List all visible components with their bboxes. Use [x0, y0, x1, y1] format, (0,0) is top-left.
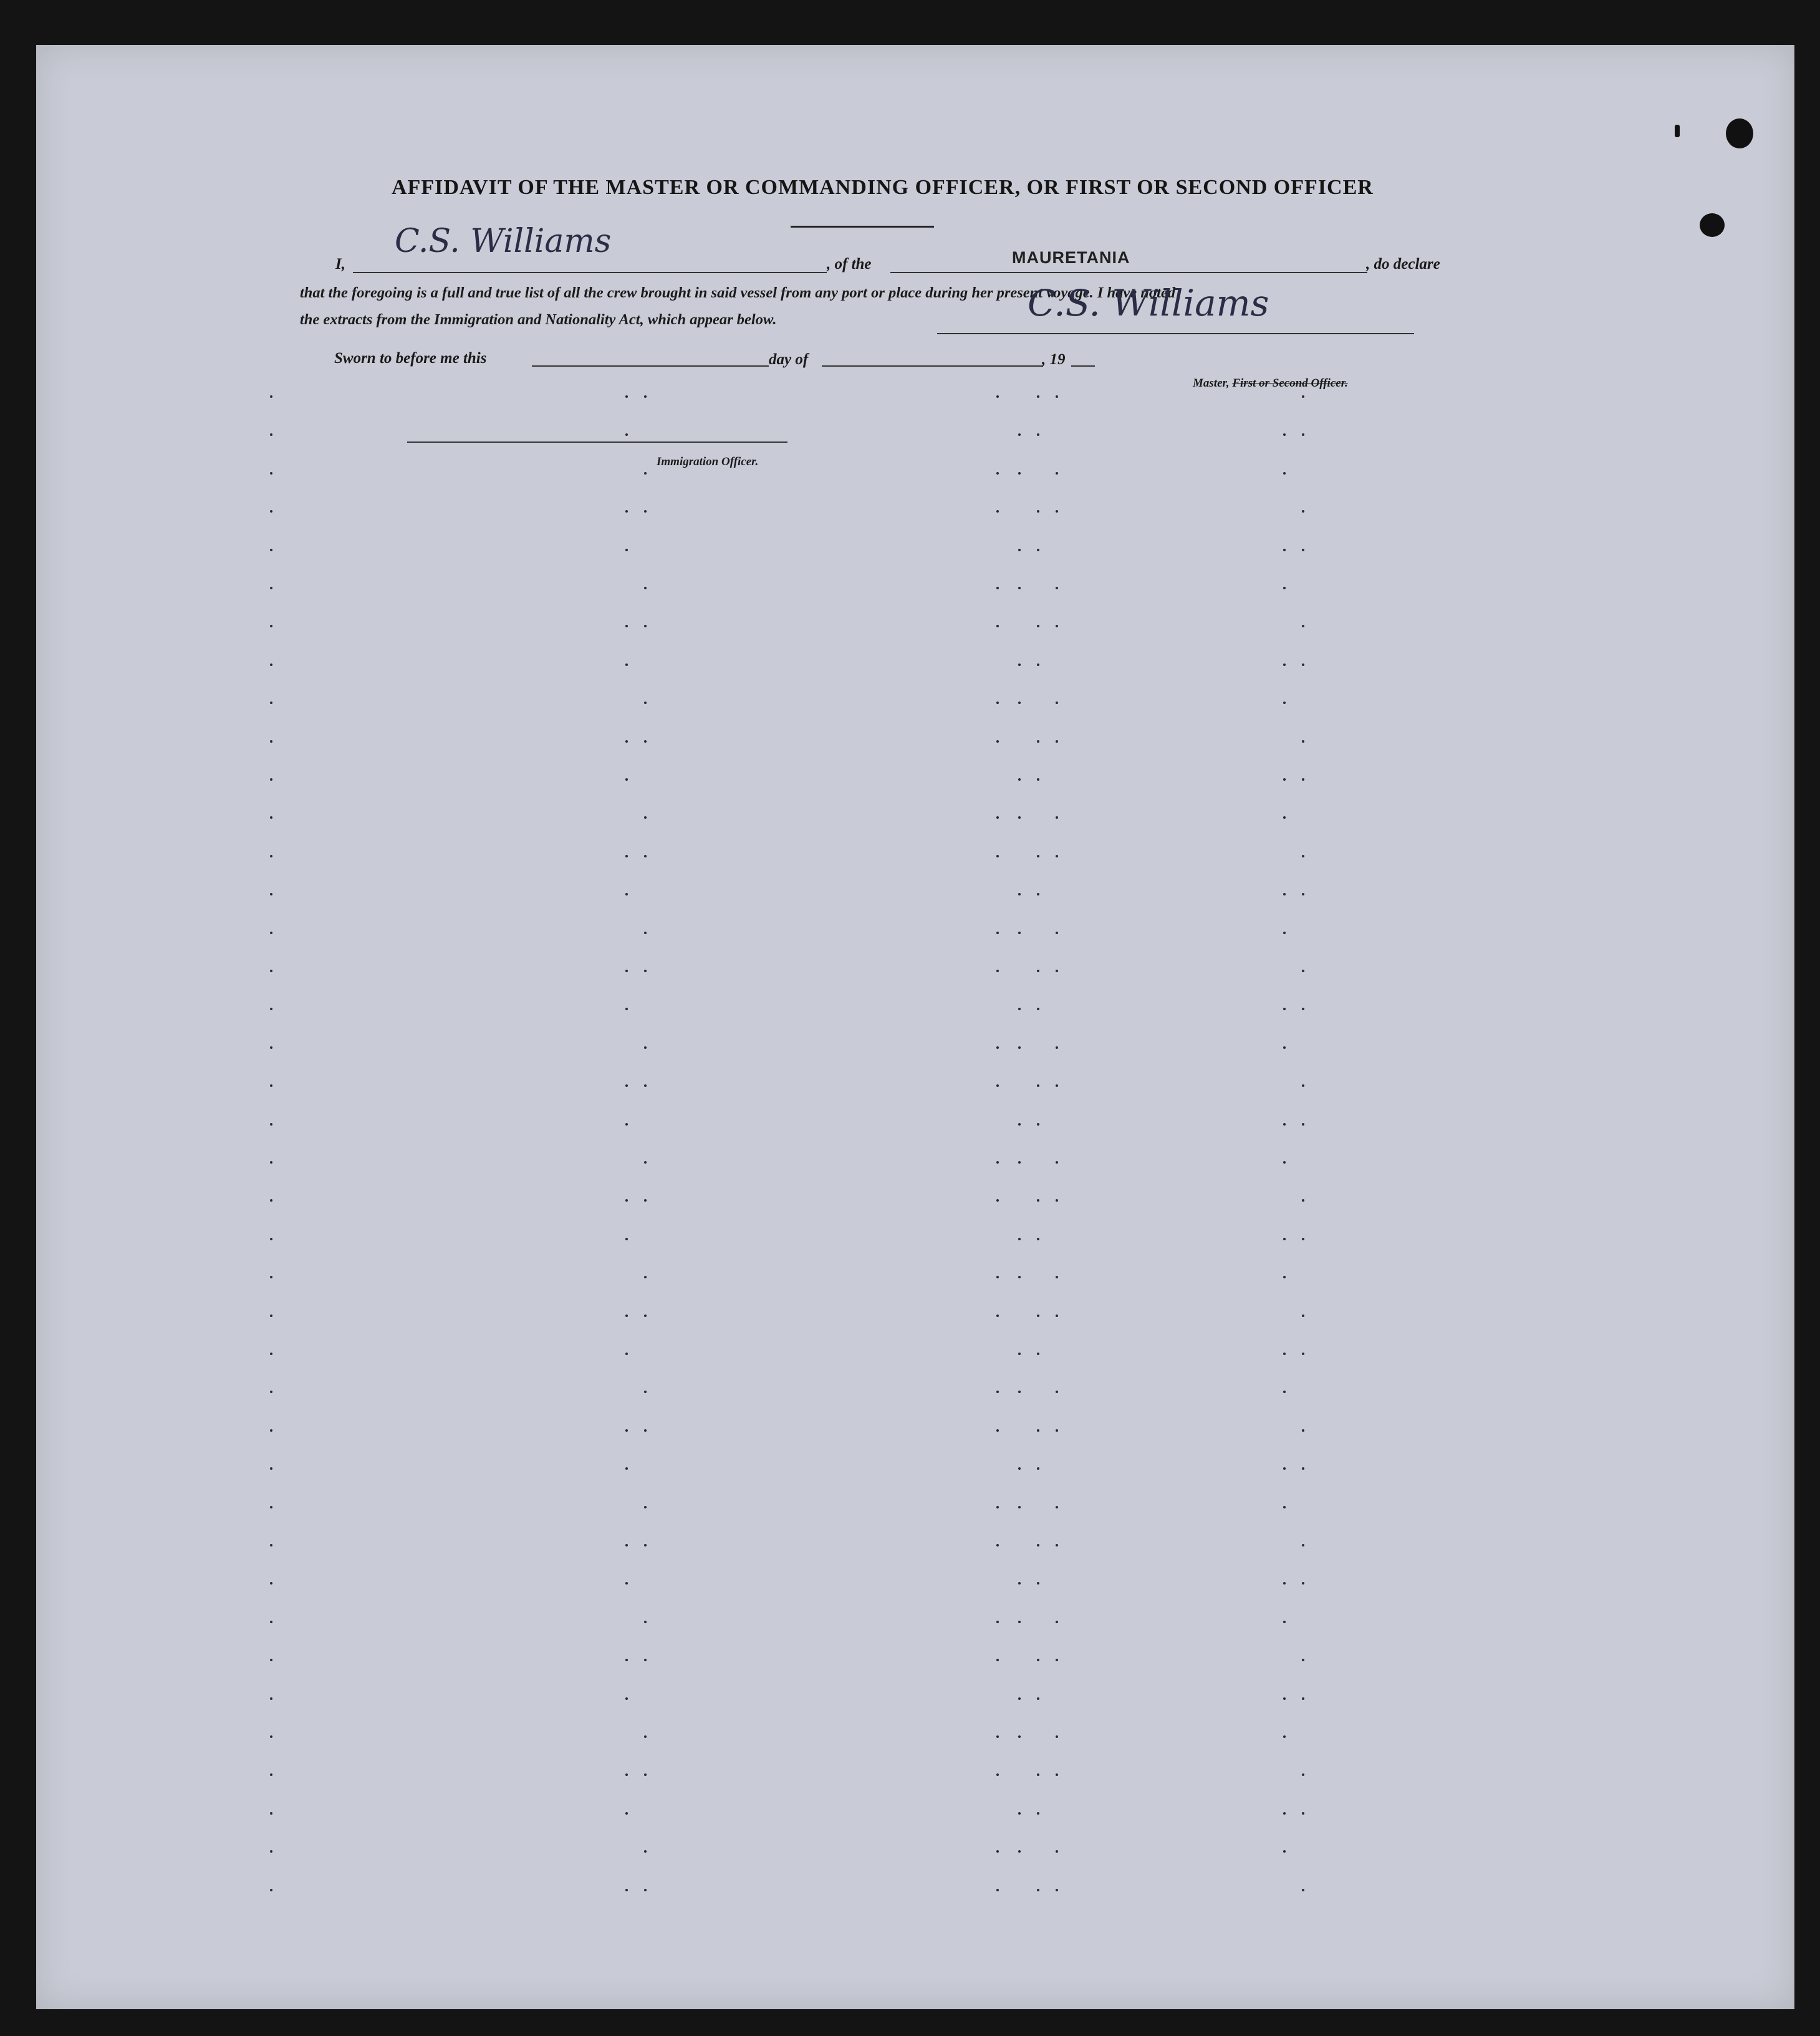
- dot-leader: [1302, 1889, 1304, 1891]
- dot-leader: [1037, 1467, 1039, 1470]
- dot-leader: [996, 1773, 999, 1776]
- master-signature: C.S. Williams: [1028, 282, 1269, 324]
- dot-leader: [625, 549, 628, 551]
- dot-leader: [1037, 433, 1039, 436]
- dot-leader: [644, 816, 647, 819]
- dot-leader: [1283, 472, 1286, 475]
- do-declare-label: , do declare: [1366, 256, 1440, 273]
- dot-leader: [1283, 587, 1286, 589]
- dot-leader: [1283, 1812, 1286, 1815]
- dot-leader: [1302, 1238, 1304, 1240]
- dot-leader: [1283, 1582, 1286, 1585]
- sworn-month-line: [822, 365, 1043, 367]
- dot-leader: [270, 1046, 272, 1049]
- dot-leader: [1056, 702, 1058, 704]
- dot-leader: [270, 1123, 272, 1126]
- dot-leader: [1037, 1544, 1039, 1546]
- dot-leader: [625, 395, 628, 398]
- dot-leader: [644, 1850, 647, 1853]
- dot-leader: [644, 970, 647, 972]
- dot-leader: [1056, 625, 1058, 627]
- punch-hole-middle: [1700, 213, 1725, 237]
- dot-leader: [625, 625, 628, 627]
- dot-leader: [644, 932, 647, 934]
- affidavit-title: AFFIDAVIT OF THE MASTER OR COMMANDING OFFICER, OR FIRST OR SECOND OFFICER: [392, 176, 1374, 199]
- dot-leader: [1018, 1046, 1021, 1049]
- dot-leader: [1056, 1506, 1058, 1508]
- dot-leader: [1018, 472, 1021, 475]
- dot-leader: [1056, 587, 1058, 589]
- dot-leader: [1037, 778, 1039, 781]
- dot-leader: [1018, 1161, 1021, 1164]
- dot-leader: [1302, 625, 1304, 627]
- dot-leader: [625, 1812, 628, 1815]
- dot-leader: [1018, 1850, 1021, 1853]
- dot-leader: [1302, 740, 1304, 743]
- dot-leader: [1302, 893, 1304, 895]
- dot-leader: [1302, 1084, 1304, 1087]
- dot-leader: [1018, 1353, 1021, 1355]
- dot-leader: [1283, 1621, 1286, 1623]
- dot-leader: [996, 1850, 999, 1853]
- dot-leader: [1018, 1735, 1021, 1738]
- dot-leader: [1018, 663, 1021, 666]
- dot-leader: [1283, 778, 1286, 781]
- dot-leader: [644, 1889, 647, 1891]
- dot-leader: [1283, 1046, 1286, 1049]
- dot-leader: [1056, 932, 1058, 934]
- dot-leader: [270, 1008, 272, 1010]
- dot-leader: [996, 510, 999, 513]
- dot-leader: [625, 1084, 628, 1087]
- day-of-label: day of: [769, 351, 809, 368]
- dot-leader: [644, 1735, 647, 1738]
- dot-leader: [1302, 433, 1304, 436]
- dot-leader: [1283, 663, 1286, 666]
- dot-leader: [270, 1621, 272, 1623]
- dot-leader: [996, 1276, 999, 1278]
- dot-leader: [1037, 549, 1039, 551]
- dot-leader: [1302, 663, 1304, 666]
- dot-leader: [1302, 1773, 1304, 1776]
- dot-leader: [1037, 1353, 1039, 1355]
- dot-leader: [270, 1199, 272, 1202]
- dot-leader: [270, 740, 272, 743]
- dot-leader: [1302, 1812, 1304, 1815]
- dot-leader: [644, 1544, 647, 1546]
- paper-mark: [1675, 125, 1680, 137]
- dot-leader: [625, 510, 628, 513]
- dot-leader: [996, 1084, 999, 1087]
- dot-leader: [1037, 855, 1039, 857]
- dot-leader: [644, 472, 647, 475]
- dot-leader: [1056, 1084, 1058, 1087]
- dot-leader: [644, 510, 647, 513]
- dot-leader: [625, 1008, 628, 1010]
- dot-leader: [996, 1161, 999, 1164]
- dot-leader: [996, 1735, 999, 1738]
- dot-leader: [270, 1084, 272, 1087]
- dot-leader: [1283, 433, 1286, 436]
- dot-leader: [1056, 1161, 1058, 1164]
- dot-leader: [996, 472, 999, 475]
- dot-leader: [270, 549, 272, 551]
- dot-leader: [996, 1199, 999, 1202]
- dot-leader: [1056, 816, 1058, 819]
- dot-leader: [1283, 893, 1286, 895]
- dot-leader: [1037, 1582, 1039, 1585]
- dot-leader: [625, 893, 628, 895]
- dot-leader: [1283, 549, 1286, 551]
- dot-leader: [1037, 1812, 1039, 1815]
- dot-leader: [1283, 1391, 1286, 1393]
- sworn-day-line: [532, 365, 769, 367]
- dot-leader: [625, 1467, 628, 1470]
- dot-leader: [644, 1391, 647, 1393]
- dot-leader: [1302, 1353, 1304, 1355]
- dot-leader: [1283, 1353, 1286, 1355]
- dot-leader: [1018, 932, 1021, 934]
- dot-leader: [644, 740, 647, 743]
- dot-leader: [1302, 549, 1304, 551]
- dot-leader: [644, 1659, 647, 1661]
- dot-leader: [625, 1199, 628, 1202]
- dot-leader: [996, 932, 999, 934]
- dot-leader: [270, 1697, 272, 1700]
- dot-leader: [270, 1889, 272, 1891]
- dot-leader: [1056, 1544, 1058, 1546]
- dot-leader: [1018, 1697, 1021, 1700]
- dot-leader: [1037, 1238, 1039, 1240]
- dot-leader: [644, 1315, 647, 1317]
- punch-hole-top: [1726, 118, 1753, 148]
- sworn-year-line: [1071, 365, 1095, 367]
- dot-leader: [270, 702, 272, 704]
- dot-leader: [644, 1276, 647, 1278]
- dot-leader: [270, 1812, 272, 1815]
- dot-leader: [996, 970, 999, 972]
- dot-leader: [1302, 1429, 1304, 1432]
- dot-leader: [1018, 1391, 1021, 1393]
- dot-leader: [270, 395, 272, 398]
- dot-leader: [270, 1429, 272, 1432]
- dot-leader: [1302, 1659, 1304, 1661]
- dot-leader: [1302, 395, 1304, 398]
- dot-leader: [1056, 1276, 1058, 1278]
- dot-leader: [1018, 893, 1021, 895]
- dot-leader: [1302, 1697, 1304, 1700]
- dot-leader: [625, 1582, 628, 1585]
- master-caption-master: Master,: [1193, 377, 1230, 390]
- dot-leader: [625, 855, 628, 857]
- declarant-prefix: I,: [335, 256, 345, 273]
- dot-leader: [1018, 587, 1021, 589]
- year-prefix-label: , 19: [1042, 351, 1066, 368]
- dot-leader: [1302, 970, 1304, 972]
- dot-leader: [1056, 855, 1058, 857]
- dot-leader: [1037, 740, 1039, 743]
- dot-leader: [1018, 1582, 1021, 1585]
- dot-leader: [625, 970, 628, 972]
- dot-leader: [625, 1315, 628, 1317]
- dot-leader: [644, 1621, 647, 1623]
- dot-leader: [270, 1276, 272, 1278]
- dot-leader: [1018, 1008, 1021, 1010]
- dot-leader: [270, 1315, 272, 1317]
- dot-leader: [1056, 472, 1058, 475]
- dot-leader: [996, 702, 999, 704]
- dot-leader: [1037, 1123, 1039, 1126]
- dot-leader: [644, 1506, 647, 1508]
- dot-leader: [644, 625, 647, 627]
- dot-leader: [1018, 816, 1021, 819]
- dot-leader: [644, 587, 647, 589]
- dot-leader: [625, 1429, 628, 1432]
- dot-leader: [1037, 1659, 1039, 1661]
- dot-leader: [625, 1123, 628, 1126]
- dot-leader: [625, 1889, 628, 1891]
- dot-leader: [1018, 1812, 1021, 1815]
- dot-leader: [1302, 1467, 1304, 1470]
- document-sheet: [36, 45, 1794, 2009]
- dot-leader: [1037, 1315, 1039, 1317]
- dot-leader: [270, 1735, 272, 1738]
- dot-leader: [270, 1161, 272, 1164]
- dot-leader: [996, 1315, 999, 1317]
- dot-leader: [625, 1353, 628, 1355]
- dot-leader: [996, 587, 999, 589]
- dot-leader: [1056, 1735, 1058, 1738]
- dot-leader: [270, 1353, 272, 1355]
- dot-leader: [1056, 1046, 1058, 1049]
- dot-leader: [270, 1238, 272, 1240]
- dot-leader: [1056, 1773, 1058, 1776]
- dot-leader: [1056, 395, 1058, 398]
- dot-leader: [996, 1391, 999, 1393]
- dot-leader: [1056, 1199, 1058, 1202]
- dot-leader: [1037, 1084, 1039, 1087]
- dot-leader: [996, 625, 999, 627]
- dot-leader: [1056, 1429, 1058, 1432]
- dot-leader: [625, 1697, 628, 1700]
- dot-leader: [625, 663, 628, 666]
- dot-leader: [1302, 1544, 1304, 1546]
- dot-leader: [270, 1659, 272, 1661]
- dot-leader: [1037, 1773, 1039, 1776]
- declaration-text-line-3: the extracts from the Immigration and Nationality Act, which appear below.: [300, 311, 777, 328]
- dot-leader: [1037, 1429, 1039, 1432]
- dot-leader: [270, 510, 272, 513]
- immigration-officer-line: [407, 441, 787, 443]
- dot-leader: [270, 1582, 272, 1585]
- dot-leader: [1018, 1123, 1021, 1126]
- master-caption-struck: First or Second Officer.: [1232, 377, 1348, 390]
- dot-leader: [644, 1429, 647, 1432]
- dot-leader: [1302, 1315, 1304, 1317]
- dot-leader: [996, 395, 999, 398]
- dot-leader: [270, 816, 272, 819]
- dot-leader: [1018, 1238, 1021, 1240]
- dot-leader: [1037, 625, 1039, 627]
- sworn-prefix: Sworn to before me this: [334, 350, 487, 367]
- dot-leader: [1302, 1008, 1304, 1010]
- dot-leader: [270, 1850, 272, 1853]
- dot-leader: [1056, 1391, 1058, 1393]
- dot-leader: [644, 1084, 647, 1087]
- dot-leader: [1056, 510, 1058, 513]
- dot-leader: [270, 433, 272, 436]
- dot-leader: [1302, 1199, 1304, 1202]
- dot-leader: [625, 1544, 628, 1546]
- dot-leader: [1018, 549, 1021, 551]
- dot-leader: [996, 1889, 999, 1891]
- dot-leader: [996, 1046, 999, 1049]
- dot-leader: [644, 855, 647, 857]
- dot-leader: [270, 778, 272, 781]
- dot-leader: [1018, 1276, 1021, 1278]
- dot-leader: [1283, 1276, 1286, 1278]
- dot-leader: [1037, 970, 1039, 972]
- dot-leader: [1056, 740, 1058, 743]
- dot-leader: [1037, 1199, 1039, 1202]
- dot-leader: [270, 1506, 272, 1508]
- dot-leader: [1283, 1506, 1286, 1508]
- dot-leader: [996, 855, 999, 857]
- dot-leader: [270, 970, 272, 972]
- dot-leader: [996, 1429, 999, 1432]
- dot-leader: [1018, 1467, 1021, 1470]
- dot-leader: [1056, 1315, 1058, 1317]
- dot-leader: [270, 855, 272, 857]
- declarant-signature: C.S. Williams: [395, 223, 612, 260]
- dot-leader: [625, 433, 628, 436]
- dot-leader: [1283, 932, 1286, 934]
- dot-leader: [1302, 510, 1304, 513]
- dot-leader: [1056, 1889, 1058, 1891]
- vessel-name: MAURETANIA: [1012, 248, 1130, 267]
- dot-leader: [644, 1161, 647, 1164]
- dot-leader: [1283, 1123, 1286, 1126]
- dot-leader: [1283, 1850, 1286, 1853]
- dot-leader: [270, 1773, 272, 1776]
- dot-leader: [996, 740, 999, 743]
- dot-leader: [1037, 510, 1039, 513]
- declaration-text-line-2: that the foregoing is a full and true list of all the crew brought in said vessel from any port or place during her present voyage. I have noted: [300, 284, 1176, 301]
- dot-leader: [270, 932, 272, 934]
- dot-leader: [644, 395, 647, 398]
- dot-leader: [270, 893, 272, 895]
- dot-leader: [1018, 1621, 1021, 1623]
- dot-leader: [625, 778, 628, 781]
- master-signature-line: [937, 333, 1414, 334]
- dot-leader: [996, 816, 999, 819]
- dot-leader: [1283, 816, 1286, 819]
- dot-leader: [996, 1544, 999, 1546]
- dot-leader: [1018, 702, 1021, 704]
- dot-leader: [1037, 395, 1039, 398]
- dot-leader: [270, 663, 272, 666]
- dot-leader: [1283, 702, 1286, 704]
- dot-leader: [270, 587, 272, 589]
- dot-leader: [1283, 1008, 1286, 1010]
- dot-leader: [1302, 1123, 1304, 1126]
- declarant-name-line: [353, 272, 827, 273]
- dot-leader: [1283, 1238, 1286, 1240]
- dot-leader: [644, 1046, 647, 1049]
- dot-leader: [1056, 1659, 1058, 1661]
- dot-leader: [270, 1544, 272, 1546]
- dot-leader: [1037, 893, 1039, 895]
- dot-leader: [1283, 1467, 1286, 1470]
- immigration-officer-caption: Immigration Officer.: [657, 455, 759, 468]
- dot-leader: [270, 472, 272, 475]
- dot-leader: [1283, 1161, 1286, 1164]
- dot-leader: [270, 625, 272, 627]
- dot-leader: [1018, 1506, 1021, 1508]
- dot-leader: [1302, 855, 1304, 857]
- dot-leader: [270, 1467, 272, 1470]
- of-the-label: , of the: [827, 256, 872, 273]
- dot-leader: [996, 1506, 999, 1508]
- dot-leader: [1037, 1889, 1039, 1891]
- dot-leader: [644, 702, 647, 704]
- dot-leader: [996, 1621, 999, 1623]
- dot-leader: [644, 1773, 647, 1776]
- dot-leader: [1056, 970, 1058, 972]
- dot-leader: [1283, 1735, 1286, 1738]
- dot-leader: [996, 1659, 999, 1661]
- dot-leader: [1018, 778, 1021, 781]
- dot-leader: [1018, 433, 1021, 436]
- dot-leader: [625, 1659, 628, 1661]
- dot-leader: [625, 1773, 628, 1776]
- dot-leader: [1037, 663, 1039, 666]
- dot-leader: [1283, 1697, 1286, 1700]
- bleed-through-area: [1508, 419, 1769, 1916]
- dot-leader: [1056, 1850, 1058, 1853]
- title-underline: [791, 226, 934, 228]
- dot-leader: [644, 1199, 647, 1202]
- dot-leader: [1302, 1582, 1304, 1585]
- dot-leader: [270, 1391, 272, 1393]
- dot-leader: [1056, 1621, 1058, 1623]
- dot-leader: [1037, 1697, 1039, 1700]
- dot-leader: [1302, 778, 1304, 781]
- master-caption: [1193, 377, 1348, 390]
- dot-leader: [625, 1238, 628, 1240]
- dot-leader: [625, 740, 628, 743]
- dot-leader: [1037, 1008, 1039, 1010]
- vessel-name-line: [890, 272, 1367, 273]
